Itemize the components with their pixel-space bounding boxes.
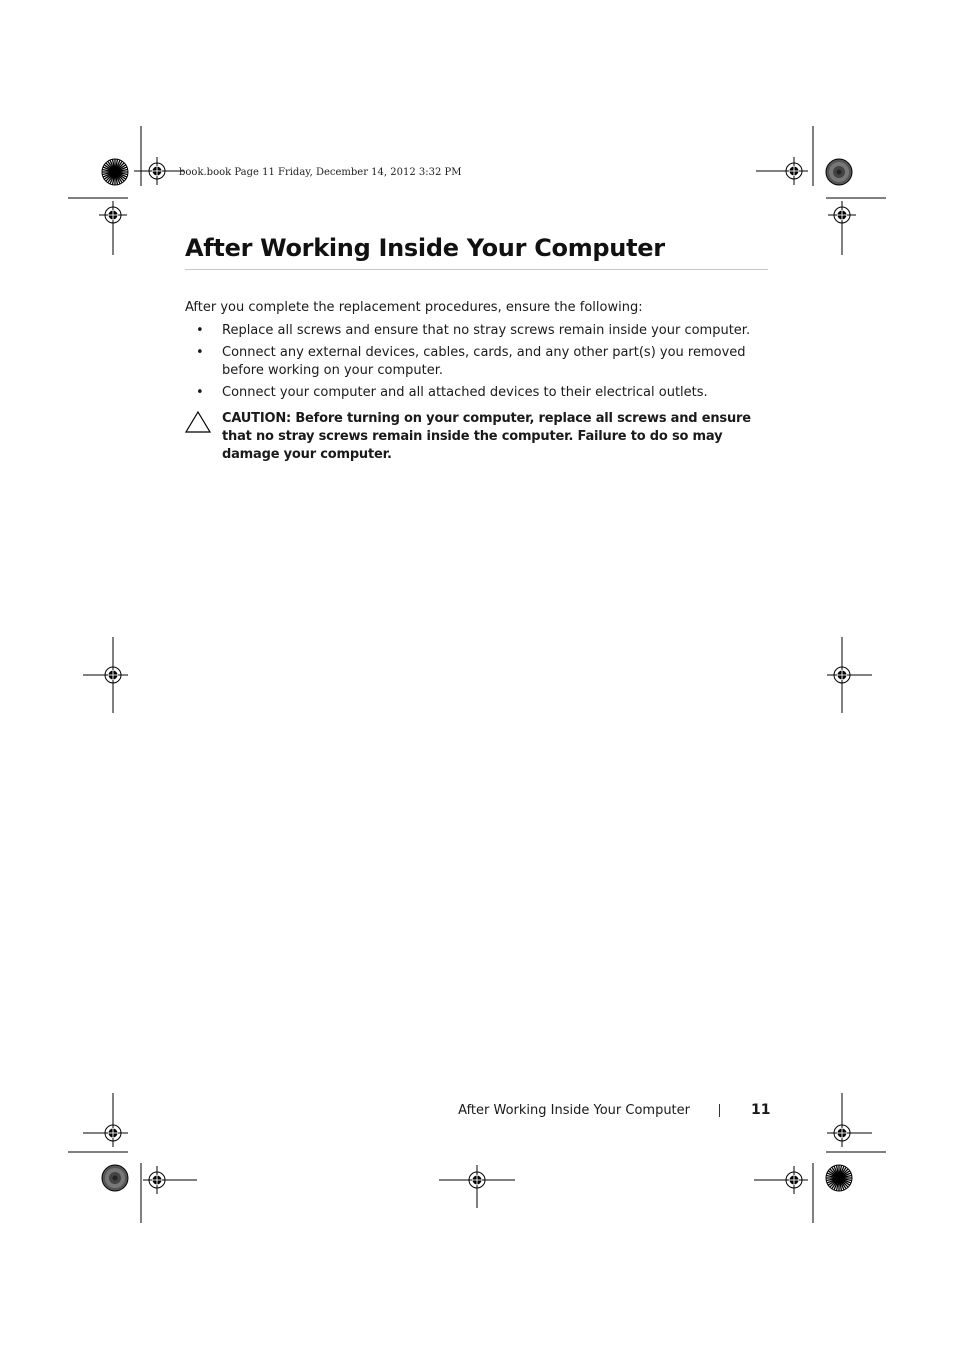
print-slug: book.book Page 11 Friday, December 14, 2012 3:32 PM <box>179 167 462 178</box>
crop-mark-icon <box>813 1152 886 1223</box>
color-wheel-icon <box>826 159 852 185</box>
color-wheel-icon <box>102 1165 128 1191</box>
crop-mark-icon <box>68 1152 141 1223</box>
page-title: After Working Inside Your Computer <box>185 234 665 262</box>
registration-target-icon <box>754 1166 808 1194</box>
registration-target-icon <box>828 201 856 255</box>
color-wheel-icon <box>826 1165 852 1191</box>
intro-paragraph: After you complete the replacement procedures, ensure the following: <box>185 300 643 315</box>
list-item: • Replace all screws and ensure that no stray screws remain inside your computer. <box>185 322 765 340</box>
bullet-list <box>185 322 765 406</box>
registration-target-icon <box>827 637 872 713</box>
color-wheel-icon <box>102 159 128 185</box>
page-number: 11 <box>751 1102 771 1118</box>
title-divider <box>185 269 768 270</box>
caution-triangle-icon <box>185 411 211 433</box>
footer-divider <box>719 1104 720 1117</box>
footer-chapter-title: After Working Inside Your Computer <box>458 1103 690 1118</box>
list-item: • Connect any external devices, cables, cards, and any other part(s) you removed before working on your computer. <box>185 344 765 380</box>
registration-target-icon <box>99 201 127 255</box>
caution-text: CAUTION: Before turning on your computer, replace all screws and ensure that no stray screws remain inside the computer. Failure to do so may damage your computer. <box>222 411 751 462</box>
registration-target-icon <box>827 1093 872 1147</box>
registration-target-icon <box>83 1093 128 1147</box>
crop-mark-icon <box>68 126 141 198</box>
registration-target-icon <box>83 637 128 713</box>
registration-target-icon <box>756 157 808 185</box>
registration-target-icon <box>143 1166 197 1194</box>
crop-mark-icon <box>813 126 886 198</box>
registration-target-icon <box>439 1165 515 1208</box>
list-item: • Connect your computer and all attached devices to their electrical outlets. <box>185 384 765 402</box>
